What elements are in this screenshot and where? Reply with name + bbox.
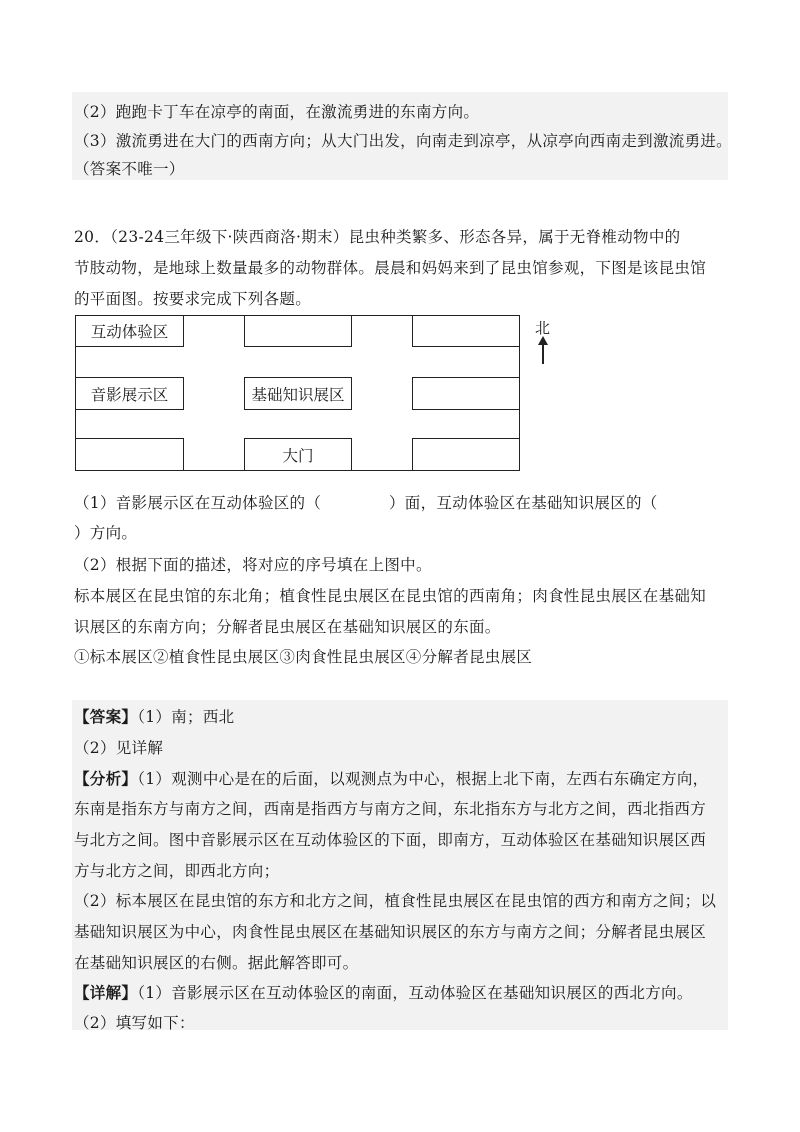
north-arrow-shaft (542, 343, 544, 364)
analysis-line-6: 基础知识展区为中心，肉食性昆虫展区在基础知识展区的东方与南方之间；分解者昆虫展区 (74, 923, 707, 941)
description-line-1: 标本展区在昆虫馆的东北角；植食性昆虫展区在昆虫馆的西南角；肉食性昆虫展区在基础知 (74, 587, 707, 605)
subquestion-2: （2）根据下面的描述，将对应的序号填在上图中。 (74, 556, 432, 574)
analysis-tag: 【分析】 (74, 769, 138, 788)
question-line-2: 节肢动物，是地球上数量最多的动物群体。晨晨和妈妈来到了昆虫馆参观，下图是该昆虫馆 (74, 259, 707, 277)
question-line-3: 的平面图。按要求完成下列各题。 (74, 290, 312, 308)
room-interactive-experience: 互动体验区 (75, 315, 184, 347)
analysis-line-4: 方与北方之间，即西北方向； (74, 862, 280, 880)
subquestion-1-part-b: ）面，互动体验区在基础知识展区的（ (389, 494, 658, 512)
analysis-line-2: 东南是指东方与南方之间，西南是指西方与南方之间，东北指东方与北方之间，西北指西方 (74, 800, 707, 818)
answer-part-2: （2）见详解 (74, 739, 164, 757)
prev-answer-line-2: （2）跑跑卡丁车在凉亭的南面，在激流勇进的东南方向。 (74, 103, 480, 121)
room-top-right-empty (412, 315, 520, 347)
room-gate: 大门 (244, 438, 352, 471)
options-list: ①标本展区②植食性昆虫展区③肉食性昆虫展区④分解者昆虫展区 (74, 648, 533, 666)
detail-tag: 【详解】 (74, 983, 138, 1002)
answer-part-1: （1）南；西北 (137, 708, 235, 726)
analysis-line-5: （2）标本展区在昆虫馆的东方和北方之间，植食性昆虫展区在昆虫馆的西方和南方之间；以 (74, 892, 717, 910)
room-top-middle-empty (244, 315, 352, 347)
detail-line-1 (74, 981, 693, 1003)
answer-tag: 【答案】 (74, 707, 138, 726)
detail-line-2: （2）填写如下： (74, 1014, 195, 1032)
north-label: 北 (535, 319, 551, 337)
description-line-2: 识展区的东南方向；分解者昆虫展区在基础知识展区的东面。 (74, 618, 501, 636)
room-basic-knowledge: 基础知识展区 (244, 377, 352, 410)
prev-answer-line-3: （3）激流勇进在大门的西南方向；从大门出发，向南走到凉亭，从凉亭向西南走到激流勇进。 (74, 132, 732, 150)
detail-text-1: （1）音影展示区在互动体验区的南面，互动体验区在基础知识展区的西北方向。 (137, 984, 693, 1002)
room-bottom-left-empty (75, 438, 184, 471)
question-line-1: 20．（23-24三年级下·陕西商洛·期末）昆虫种类繁多、形态各异，属于无脊椎动物中的 (74, 228, 681, 246)
analysis-line-1 (74, 767, 708, 789)
analysis-text-1: （1）观测中心是在的后面，以观测点为中心，根据上北下南，左西右东确定方向， (137, 770, 709, 788)
answer-line-1 (74, 705, 234, 727)
analysis-line-3: 与北方之间。图中音影展示区在互动体验区的下面，即南方，互动体验区在基础知识展区西 (74, 831, 707, 849)
subquestion-1-part-c: ）方向。 (74, 524, 138, 542)
room-bottom-right-empty (412, 438, 520, 471)
prev-answer-line-4: （答案不唯一） (74, 160, 185, 178)
analysis-line-7: 在基础知识展区的右侧。据此解答即可。 (74, 954, 359, 972)
room-middle-right-empty (412, 377, 520, 410)
room-audio-visual: 音影展示区 (75, 377, 184, 410)
subquestion-1-part-a: （1）音影展示区在互动体验区的（ (74, 494, 322, 512)
